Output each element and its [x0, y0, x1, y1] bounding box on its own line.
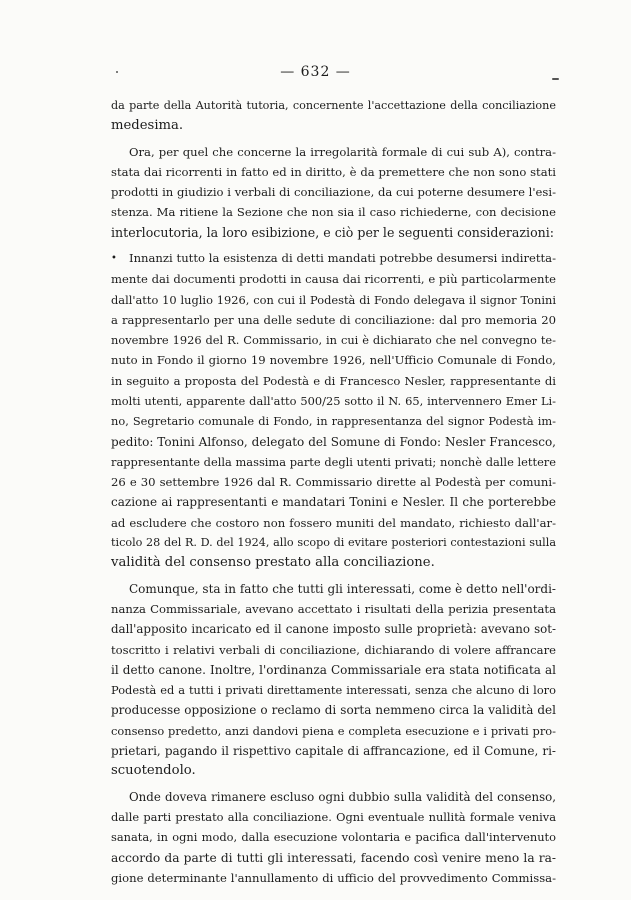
text-line: dall'apposito incaricato ed il canone imposto sulle proprietà: avevano sot- — [111, 622, 556, 637]
text-line: producesse opposizione o reclamo di sorta nemmeno circa la validità del — [111, 703, 556, 718]
text-line: Podestà ed a tutti i privati direttamente interessati, senza che alcuno di loro — [111, 683, 556, 698]
text-line: ad escludere che costoro non fossero muniti del mandato, richiesto dall'ar- — [111, 515, 556, 530]
text-line: prietari, pagando il rispettivo capitale di affrancazione, ed il Comune, ri- — [111, 744, 556, 759]
text-line: in seguito a proposta del Podestà e di Francesco Nesler, rappresentante di — [111, 373, 556, 388]
text-line: da parte della Autorità tutoria, concernente l'accettazione della conciliazione — [111, 99, 556, 112]
text-line: rappresentante della massima parte degli utenti privati; nonchè dalle lettere — [111, 454, 556, 469]
text-line: stata dai ricorrenti in fatto ed in diritto, è da premettere che non sono stati — [111, 164, 556, 179]
text-line: mente dai documenti prodotti in causa dai ricorrenti, e più particolarmente — [111, 272, 556, 287]
text-line: Comunque, sta in fatto che tutti gli interessati, come è detto nell'ordi- — [129, 581, 556, 596]
body-text — [111, 96, 556, 893]
text-line: novembre 1926 del R. Commissario, in cui è dichiarato che nel convegno te- — [111, 333, 556, 348]
text-line: molti utenti, apparente dall'atto 500/25 sotto il N. 65, intervennero Emer Li- — [111, 394, 556, 408]
paragraph-conclusion — [111, 787, 556, 888]
text-line: a rappresentarlo per una delle sedute di conciliazione: dal pro memoria 20 — [111, 312, 556, 327]
text-line-content: Innanzi tutto la esistenza di detti mandati potrebbe desumersi indiretta- — [129, 251, 556, 266]
text-line: 26 e 30 settembre 1926 dal R. Commissario dirette al Podestà per comuni- — [111, 475, 556, 490]
text-line: dalle parti prestato alla conciliazione. Ogni eventuale nullità formale veniva — [111, 809, 556, 824]
text-line: nanza Commissariale, avevano accettato i risultati della perizia presentata — [111, 601, 556, 616]
text-line: accordo da parte di tutti gli interessati, facendo così venire meno la ra- — [111, 850, 556, 865]
paragraph-continuation — [111, 96, 556, 137]
text-line: prodotti in giudizio i verbali di conciliazione, da cui poterne desumere l'esi- — [111, 185, 556, 200]
text-line: nuto in Fondo il giorno 19 novembre 1926, nell'Ufficio Comunale di Fondo, — [111, 353, 556, 368]
text-line: il detto canone. Inoltre, l'ordinanza Commissariale era stata notificata al — [111, 662, 556, 677]
text-line: consenso predetto, anzi dandovi piena e completa esecuzione e i privati pro- — [111, 723, 556, 738]
text-line: dall'atto 10 luglio 1926, con cui il Podestà di Fondo delegava il signor Tonini — [111, 292, 556, 307]
text-line: Onde doveva rimanere escluso ogni dubbio sulla validità del consenso, — [129, 789, 556, 804]
text-line: no, Segretario comunale di Fondo, in rappresentanza del signor Podestà im- — [111, 414, 556, 429]
text-line: ticolo 28 del R. D. del 1924, allo scopo di evitare posteriori contestazioni sulla — [111, 536, 556, 550]
paragraph-consent — [111, 579, 556, 782]
text-line: medesima. — [111, 118, 184, 134]
bullet-icon: • — [111, 252, 117, 264]
text-line: interlocutoria, la loro esibizione, e ciò per le seguenti considerazioni: — [111, 224, 555, 240]
scan-speck-left — [116, 71, 118, 73]
text-line: gione determinante l'annullamento di ufficio del provvedimento Commissa- — [111, 870, 556, 885]
text-line: Ora, per quel che concerne la irregolarità formale di cui sub A), contra- — [129, 144, 556, 159]
paragraph-irregularity — [111, 142, 556, 243]
text-line — [111, 248, 556, 269]
text-line: toscritto i relativi verbali di conciliazione, dichiarando di volere affrancare — [111, 642, 556, 657]
text-line: pedito: Tonini Alfonso, delegato del Somune di Fondo: Nesler Francesco, — [111, 434, 556, 449]
page-number: — 632 — — [280, 64, 351, 80]
scan-speck-right — [552, 78, 559, 80]
paragraph-mandates — [111, 248, 556, 574]
text-line: validità del consenso prestato alla conciliazione. — [111, 555, 435, 571]
text-line: sanata, in ogni modo, dalla esecuzione volontaria e pacifica dall'intervenuto — [111, 830, 556, 845]
text-line: cazione ai rappresentanti e mandatari Tonini e Nesler. Il che porterebbe — [111, 495, 556, 510]
text-line: stenza. Ma ritiene la Sezione che non sia il caso richiederne, con decisione — [111, 205, 556, 220]
text-line: scuotendolo. — [111, 763, 196, 779]
